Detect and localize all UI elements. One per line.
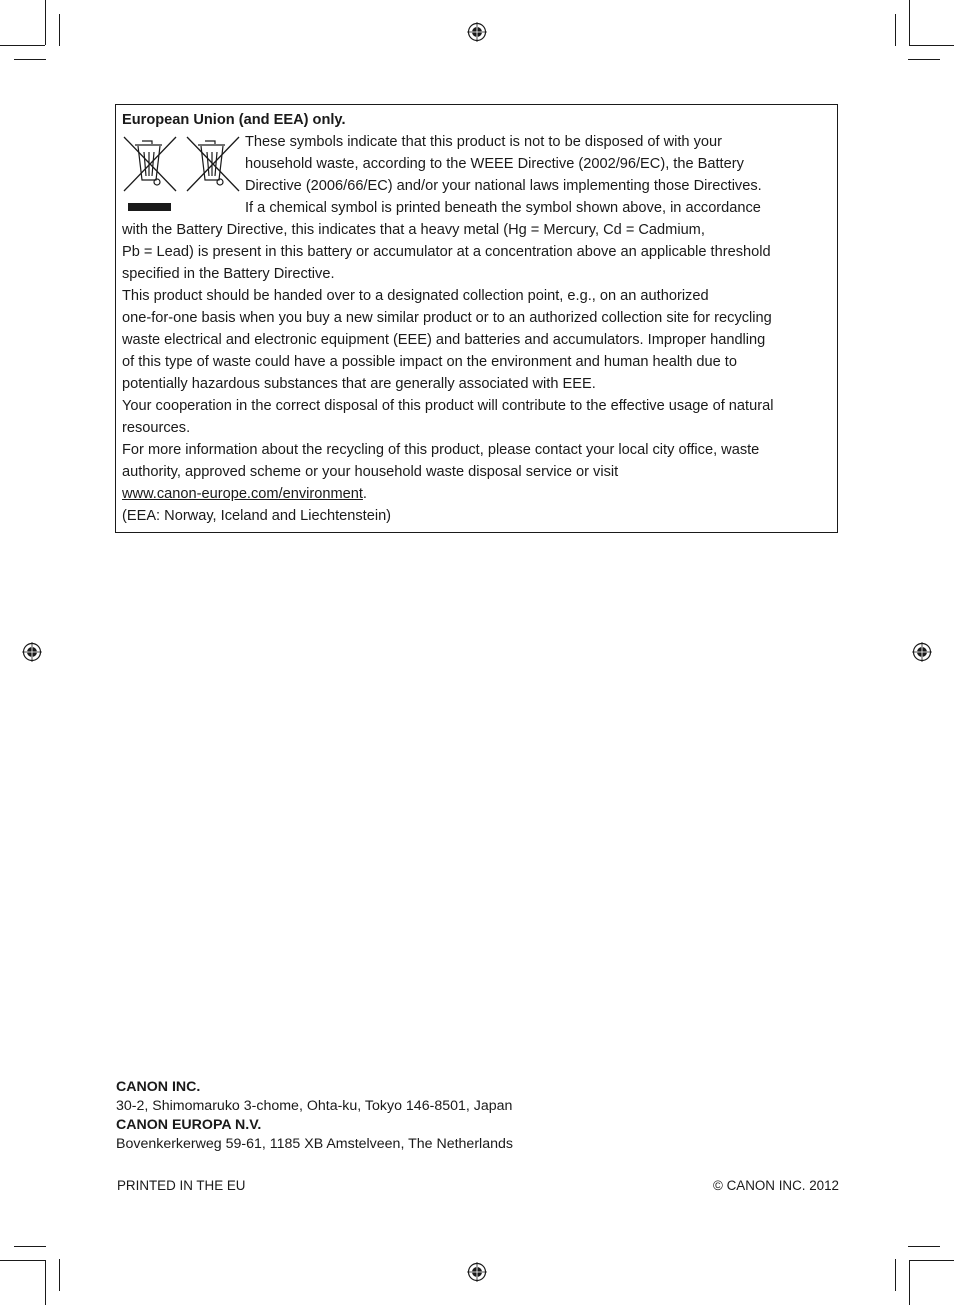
registration-mark-icon: [467, 1262, 487, 1282]
body-line: resources.: [122, 420, 191, 436]
crop-mark: [908, 59, 940, 60]
company-name: CANON INC.: [116, 1079, 201, 1095]
body-line: For more information about the recycling of this product, please contact your local city office, waste: [122, 442, 760, 458]
intro-text: [245, 131, 845, 219]
crop-mark: [59, 14, 60, 46]
crop-mark: [895, 1259, 896, 1291]
crop-mark: [909, 1260, 910, 1305]
eea-note: (EEA: Norway, Iceland and Liechtenstein): [122, 508, 392, 524]
printed-in-label: PRINTED IN THE EU: [117, 1178, 246, 1193]
body-line: Pb = Lead) is present in this battery or accumulator at a concentration above an applicable threshold: [122, 244, 771, 260]
company-name: CANON EUROPA N.V.: [116, 1117, 262, 1133]
intro-line: Directive (2006/66/EC) and/or your national laws implementing those Directives.: [245, 178, 762, 194]
crop-mark: [909, 45, 954, 46]
weee-notice-box: [115, 104, 838, 533]
body-line: one-for-one basis when you buy a new similar product or to an authorized collection site for recycling: [122, 310, 772, 326]
weee-notice-content: [122, 109, 836, 527]
body-line: authority, approved scheme or your household waste disposal service or visit: [122, 464, 619, 480]
body-line: with the Battery Directive, this indicates that a heavy metal (Hg = Mercury, Cd = Cadmium,: [122, 222, 705, 238]
company-address: 30-2, Shimomaruko 3-chome, Ohta-ku, Tokyo 146-8501, Japan: [116, 1098, 513, 1114]
company-address: Bovenkerkerweg 59-61, 1185 XB Amstelveen, The Netherlands: [116, 1136, 513, 1152]
intro-line: If a chemical symbol is printed beneath the symbol shown above, in accordance: [245, 200, 761, 216]
crop-mark: [0, 45, 45, 46]
crossed-out-wheelie-bin-icon: [124, 137, 176, 191]
crop-mark: [59, 1259, 60, 1291]
weee-symbols: [122, 135, 244, 215]
symbols-intro-row: [122, 131, 836, 219]
registration-mark-icon: [22, 642, 42, 662]
crossed-out-wheelie-bin-icon: [187, 137, 239, 191]
intro-line: household waste, according to the WEEE Directive (2002/96/EC), the Battery: [245, 156, 744, 172]
notice-title: European Union (and EEA) only.: [122, 112, 346, 128]
registration-mark-icon: [912, 642, 932, 662]
intro-line: These symbols indicate that this product is not to be disposed of with your: [245, 134, 722, 150]
body-line: of this type of waste could have a possible impact on the environment and human health due to: [122, 354, 737, 370]
crop-mark: [909, 1260, 954, 1261]
environment-link[interactable]: www.canon-europe.com/environment: [122, 486, 363, 502]
crop-mark: [45, 1260, 46, 1305]
crop-mark: [895, 14, 896, 46]
copyright-label: © CANON INC. 2012: [713, 1178, 839, 1193]
body-line: This product should be handed over to a designated collection point, e.g., on an authorized: [122, 288, 709, 304]
crop-mark: [909, 0, 910, 45]
body-line: specified in the Battery Directive.: [122, 266, 335, 282]
registration-mark-icon: [467, 22, 487, 42]
solid-bar: [128, 203, 171, 211]
body-line: Your cooperation in the correct disposal of this product will contribute to the effective usage of natural: [122, 398, 774, 414]
crop-mark: [908, 1246, 940, 1247]
link-suffix: .: [362, 486, 367, 502]
crop-mark: [45, 0, 46, 45]
crop-mark: [14, 1246, 46, 1247]
body-line: waste electrical and electronic equipment (EEE) and batteries and accumulators. Improper handling: [122, 332, 766, 348]
link-line: [122, 483, 836, 505]
notice-body: [122, 219, 836, 527]
company-info: [116, 1078, 513, 1154]
crop-mark: [14, 59, 46, 60]
crop-mark: [0, 1260, 45, 1261]
body-line: potentially hazardous substances that are generally associated with EEE.: [122, 376, 596, 392]
